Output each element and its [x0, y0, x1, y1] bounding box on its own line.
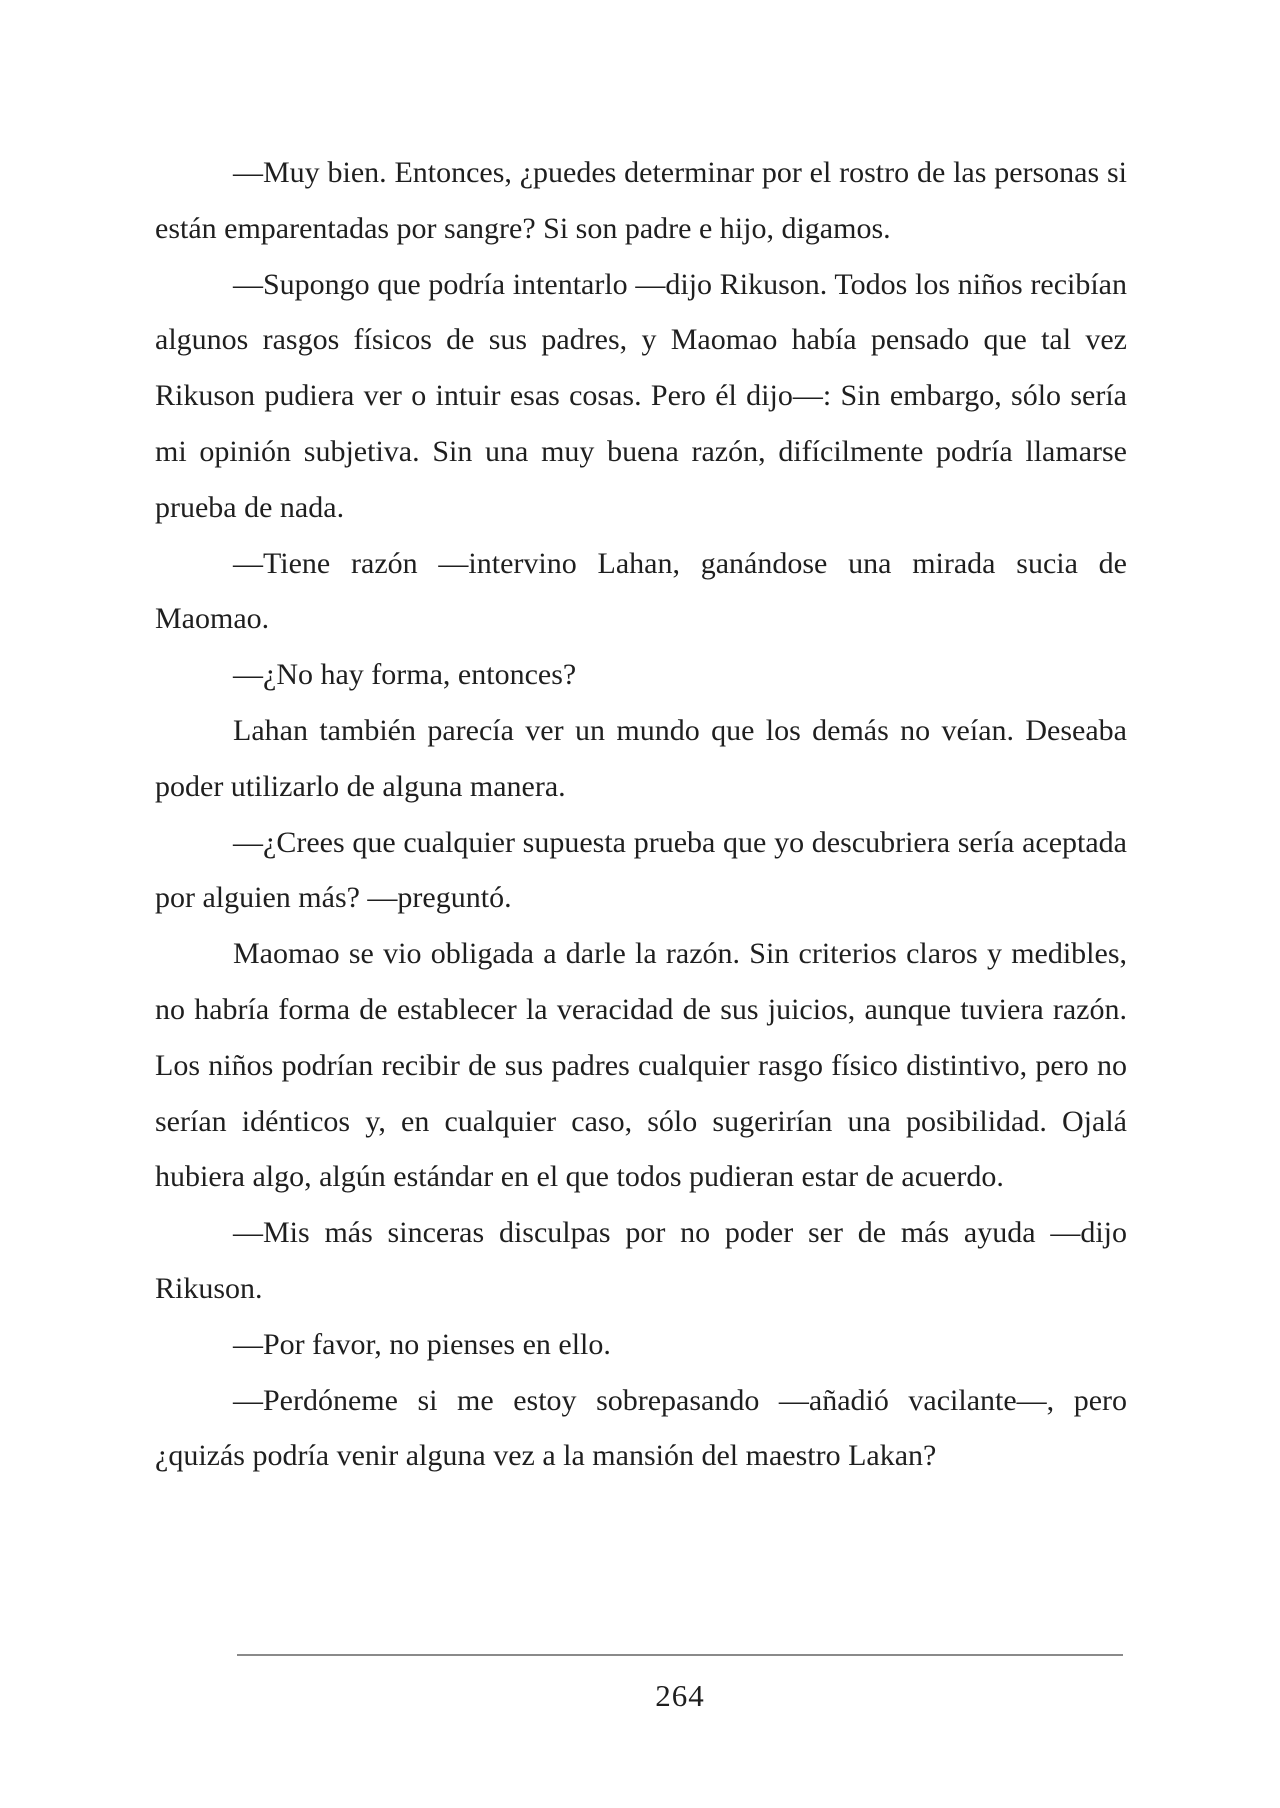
paragraph: —Muy bien. Entonces, ¿puedes determinar por el rostro de las personas si están emparentadas por sangre? Si son padre e hijo, digamos. [155, 156, 1127, 245]
paragraph: —Perdóneme si me estoy sobrepasando —añadió vacilante—, pero ¿quizás podría venir alguna vez a la mansión del maestro Lakan? [155, 1383, 1127, 1473]
body-text [155, 145, 1127, 1484]
paragraph: Maomao se vio obligada a darle la razón. Sin criterios claros y medibles, no habría forma de establecer la veracidad de sus juicios, aunque tuviera razón. Los niños podrían recibir de sus padres cualquier rasgo físico distintivo, pero no serían idénticos y, en cualquier caso, sólo sugerirían una posibilidad. Ojalá hubiera algo, algún estándar en el que todos pudieran estar de acuerdo. [155, 937, 1127, 1194]
paragraph: —¿Crees que cualquier supuesta prueba que yo descubriera sería aceptada por alguien más? —preguntó. [155, 825, 1127, 915]
page-number: 264 [655, 1678, 705, 1713]
paragraph: —Por favor, no pienses en ello. [233, 1327, 611, 1361]
paragraph: —Mis más sinceras disculpas por no poder ser de más ayuda —dijo Rikuson. [155, 1216, 1127, 1305]
paragraph: —¿No hay forma, entonces? [233, 658, 577, 692]
paragraph: Lahan también parecía ver un mundo que los demás no veían. Deseaba poder utilizarlo de alguna manera. [155, 713, 1127, 803]
paragraph: —Tiene razón —intervino Lahan, ganándose una mirada sucia de Maomao. [155, 546, 1127, 636]
paragraph: —Supongo que podría intentarlo —dijo Rikuson. Todos los niños recibían algunos rasgos físicos de sus padres, y Maomao había pensado que tal vez Rikuson pudiera ver o intuir esas cosas. Pero él dijo—: Sin embargo, sólo sería mi opinión subjetiva. Sin una muy buena razón, difícilmente podría llamarse prueba de nada. [155, 267, 1127, 524]
footer-divider [237, 1654, 1123, 1656]
